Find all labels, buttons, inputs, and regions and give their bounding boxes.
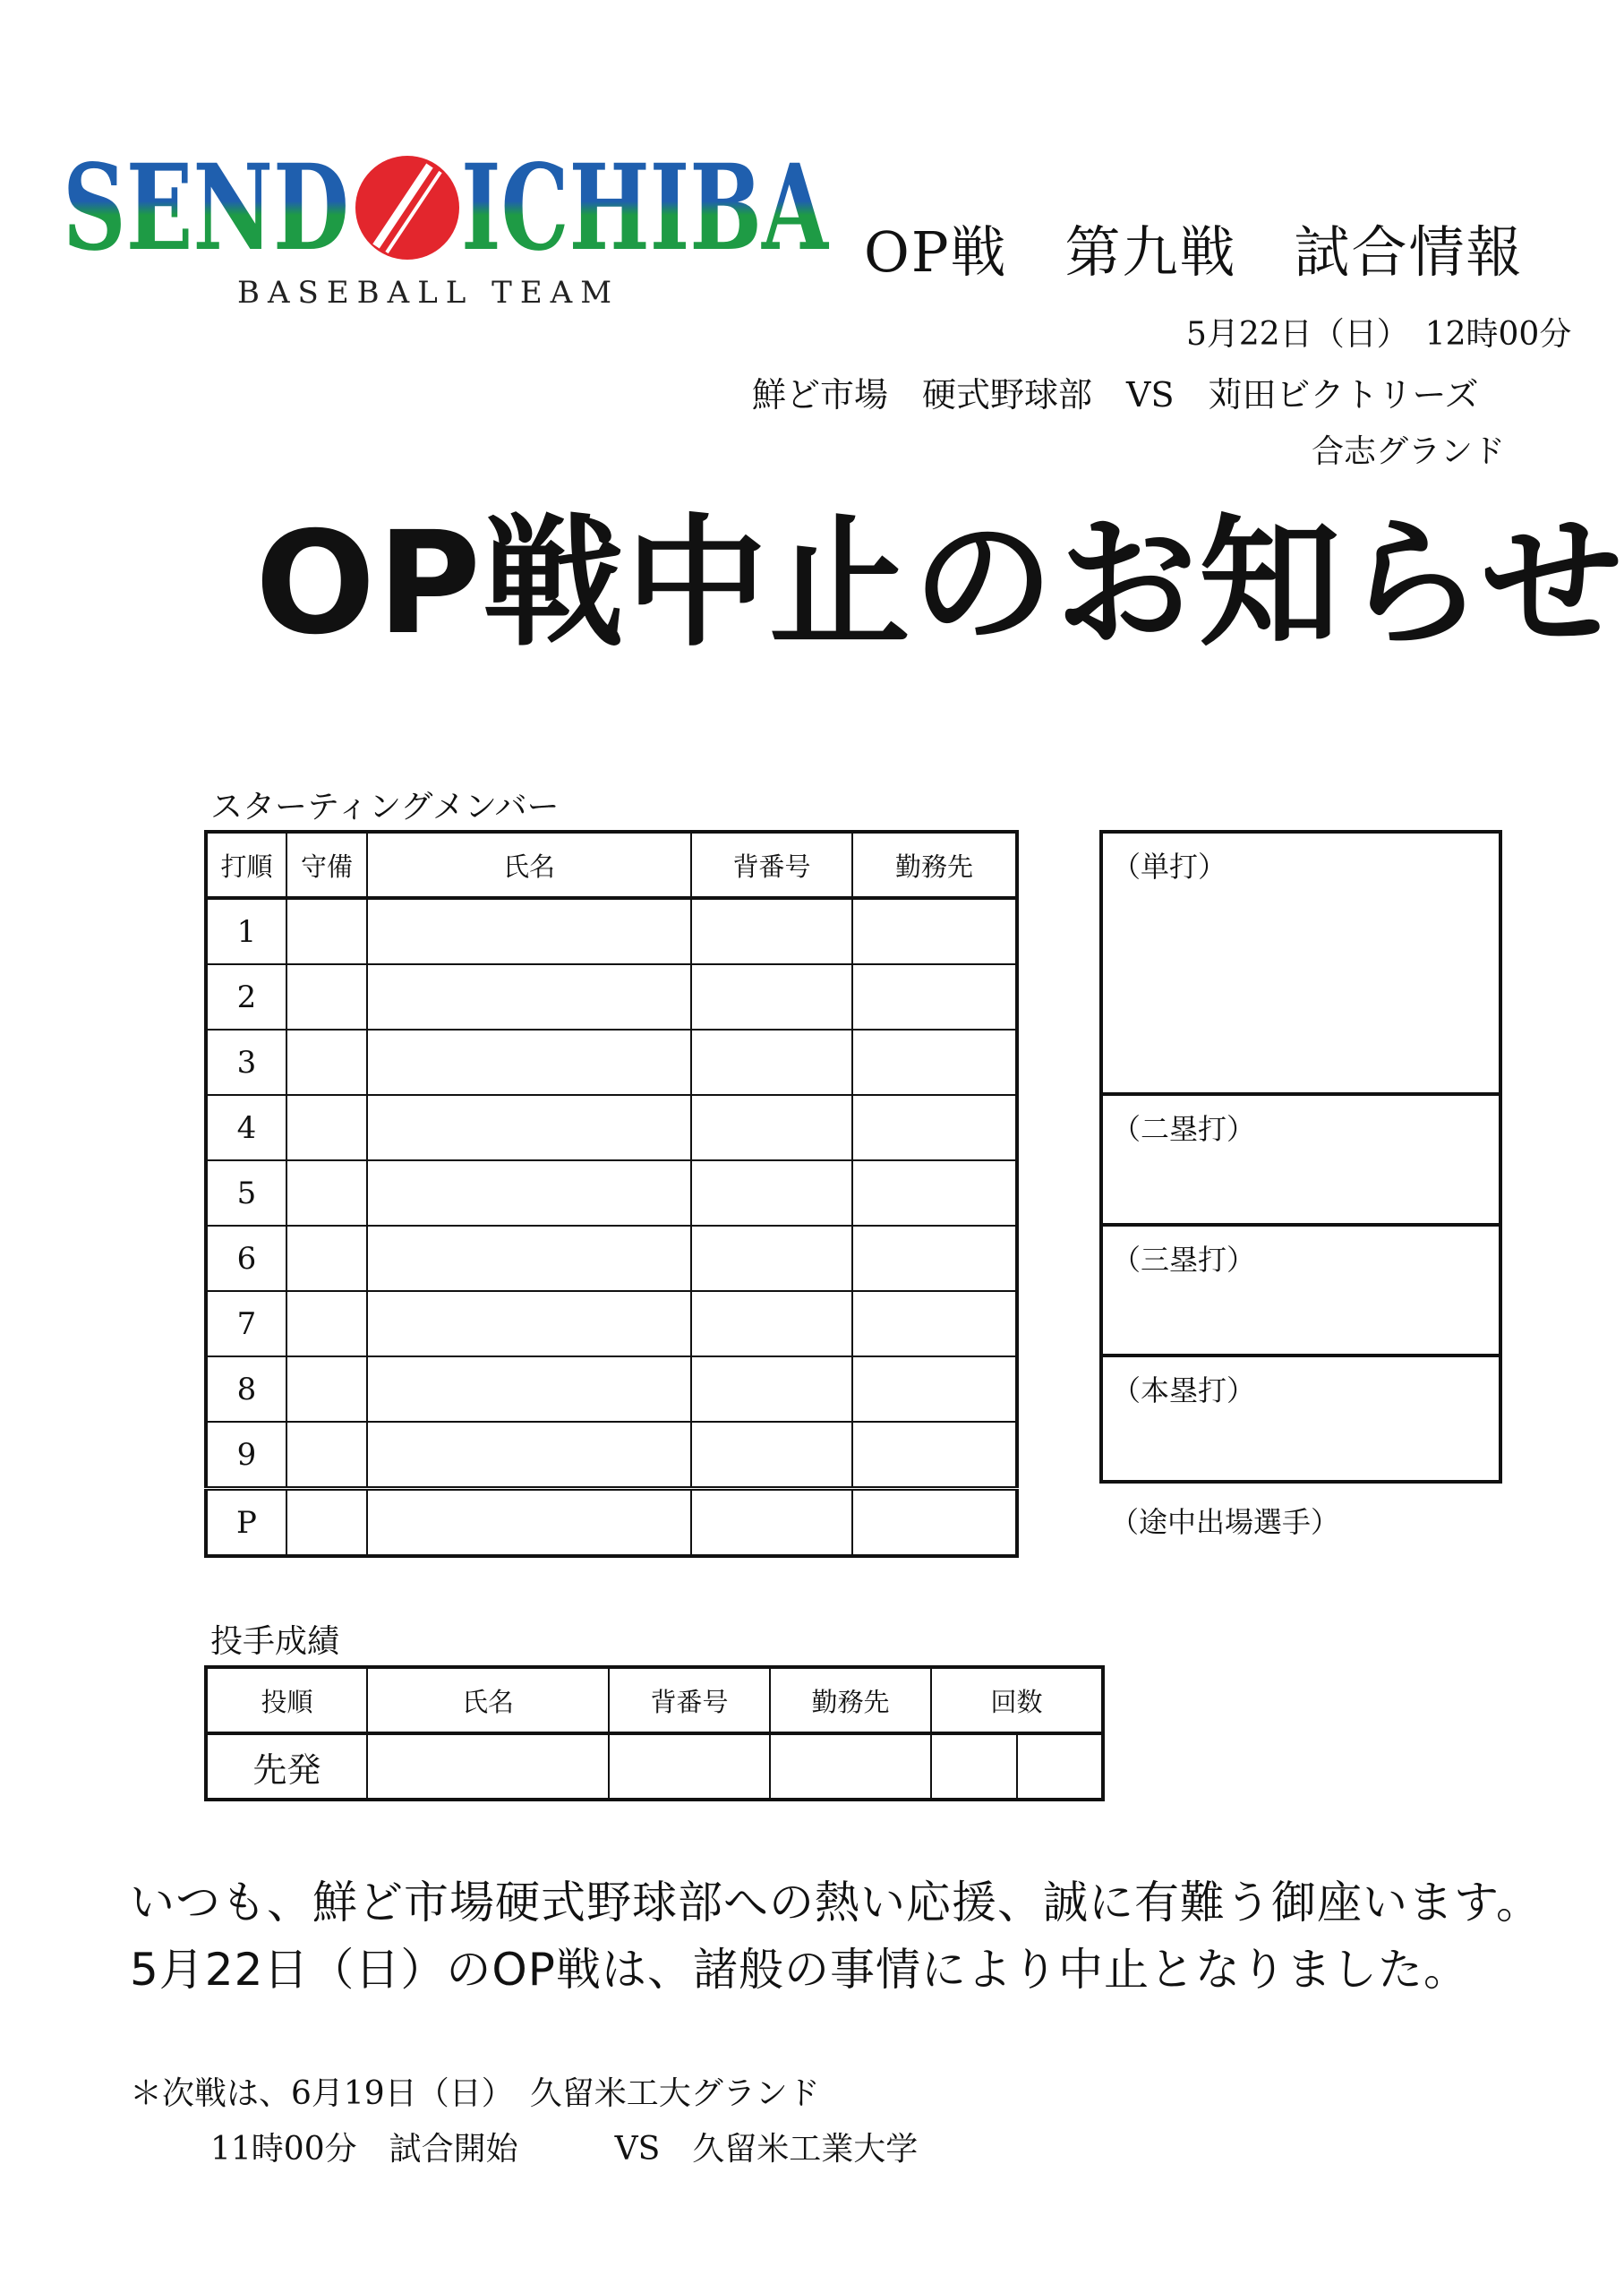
workplace-cell xyxy=(852,1356,1017,1422)
number-cell xyxy=(691,898,852,964)
pitching-record-table xyxy=(204,1665,1105,1801)
logo-name-part1: SEND xyxy=(63,139,349,278)
name-cell xyxy=(367,1356,691,1422)
name-cell xyxy=(367,1291,691,1356)
position-cell xyxy=(286,1291,367,1356)
logo-subtitle: BASEBALL TEAM xyxy=(237,275,620,311)
next-game-info: ＊次戦は、6月19日（日） 久留米工大グランド xyxy=(130,2075,820,2112)
table-row xyxy=(206,1733,1103,1800)
name-cell xyxy=(367,1422,691,1489)
header-uniform-number: 背番号 xyxy=(609,1667,770,1733)
workplace-cell xyxy=(852,898,1017,964)
starting-members-label: スターティングメンバー xyxy=(210,789,560,825)
table-row xyxy=(206,1422,1017,1489)
table-row xyxy=(206,1356,1017,1422)
number-cell xyxy=(691,1160,852,1226)
name-cell xyxy=(367,1733,609,1800)
number-cell xyxy=(691,1422,852,1489)
number-cell xyxy=(691,1291,852,1356)
position-cell xyxy=(286,1356,367,1422)
workplace-cell xyxy=(852,964,1017,1030)
triples-label: （三塁打） xyxy=(1112,1243,1256,1277)
matchup: 鮮ど市場 硬式野球部 VS 苅田ビクトリーズ xyxy=(752,375,1479,415)
logo-name-part2: ICHIBA xyxy=(461,139,830,278)
header-position: 守備 xyxy=(286,832,367,898)
doubles-label: （二塁打） xyxy=(1112,1112,1256,1146)
workplace-cell xyxy=(770,1733,931,1800)
workplace-cell xyxy=(852,1160,1017,1226)
hits-record-box xyxy=(1099,830,1502,1484)
name-cell xyxy=(367,1030,691,1095)
table-row xyxy=(206,1160,1017,1226)
name-cell xyxy=(367,1226,691,1291)
number-cell xyxy=(691,964,852,1030)
table-header-row xyxy=(206,1667,1103,1733)
thanks-message: いつも、鮮ど市場硬式野球部への熱い応援、誠に有難う御座います。 xyxy=(130,1877,1542,1929)
header-workplace: 勤務先 xyxy=(770,1667,931,1733)
header-uniform-number: 背番号 xyxy=(691,832,852,898)
name-cell xyxy=(367,1160,691,1226)
name-cell xyxy=(367,964,691,1030)
number-cell xyxy=(691,1489,852,1557)
name-cell xyxy=(367,1489,691,1557)
batting-order-cell: 9 xyxy=(206,1422,286,1489)
innings-cell xyxy=(931,1733,1017,1800)
table-row xyxy=(206,1226,1017,1291)
name-cell xyxy=(367,1095,691,1160)
workplace-cell xyxy=(852,1226,1017,1291)
home-runs-label: （本塁打） xyxy=(1112,1373,1256,1407)
team-logo xyxy=(63,139,833,322)
number-cell xyxy=(609,1733,770,1800)
position-cell xyxy=(286,898,367,964)
header-pitching-order: 投順 xyxy=(206,1667,367,1733)
starting-lineup-table xyxy=(204,830,1019,1558)
position-cell xyxy=(286,1095,367,1160)
document-title: OP戦 第九戦 試合情報 xyxy=(864,219,1524,285)
batting-order-cell: 5 xyxy=(206,1160,286,1226)
header-innings: 回数 xyxy=(931,1667,1103,1733)
cancellation-message: 5月22日（日）のOP戦は、諸般の事情により中止となりました。 xyxy=(130,1944,1469,1996)
batting-order-cell: 7 xyxy=(206,1291,286,1356)
table-row xyxy=(206,1030,1017,1095)
batting-order-cell: 8 xyxy=(206,1356,286,1422)
innings-fraction-cell xyxy=(1017,1733,1103,1800)
table-row xyxy=(206,1489,1017,1557)
batting-order-cell: 4 xyxy=(206,1095,286,1160)
position-cell xyxy=(286,1160,367,1226)
workplace-cell xyxy=(852,1422,1017,1489)
pitching-record-label: 投手成績 xyxy=(210,1623,340,1660)
batting-order-cell: 3 xyxy=(206,1030,286,1095)
table-row xyxy=(206,898,1017,964)
position-cell xyxy=(286,1422,367,1489)
workplace-cell xyxy=(852,1095,1017,1160)
table-row xyxy=(206,964,1017,1030)
game-date-time: 5月22日（日） 12時00分 xyxy=(1186,316,1572,353)
cancellation-headline: OP戦中止のお知らせ xyxy=(255,501,1624,666)
position-cell xyxy=(286,1226,367,1291)
substitutes-label: （途中出場選手） xyxy=(1110,1505,1340,1539)
venue: 合志グランド xyxy=(1312,433,1506,470)
workplace-cell xyxy=(852,1489,1017,1557)
starter-cell: 先発 xyxy=(206,1733,367,1800)
workplace-cell xyxy=(852,1291,1017,1356)
triples-section xyxy=(1103,1227,1499,1357)
batting-order-cell: 1 xyxy=(206,898,286,964)
batting-order-cell: 6 xyxy=(206,1226,286,1291)
home-runs-section xyxy=(1103,1357,1499,1480)
workplace-cell xyxy=(852,1030,1017,1095)
position-cell xyxy=(286,1489,367,1557)
next-game-time: 11時00分 試合開始 VS 久留米工業大学 xyxy=(210,2131,919,2168)
number-cell xyxy=(691,1030,852,1095)
header-workplace: 勤務先 xyxy=(852,832,1017,898)
table-row xyxy=(206,1291,1017,1356)
header-name: 氏名 xyxy=(367,832,691,898)
batting-order-cell: P xyxy=(206,1489,286,1557)
baseball-icon xyxy=(355,156,459,260)
name-cell xyxy=(367,898,691,964)
doubles-section xyxy=(1103,1096,1499,1227)
number-cell xyxy=(691,1226,852,1291)
table-header-row xyxy=(206,832,1017,898)
position-cell xyxy=(286,964,367,1030)
header-name: 氏名 xyxy=(367,1667,609,1733)
number-cell xyxy=(691,1095,852,1160)
number-cell xyxy=(691,1356,852,1422)
singles-label: （単打） xyxy=(1112,850,1227,884)
singles-section xyxy=(1103,834,1499,1096)
batting-order-cell: 2 xyxy=(206,964,286,1030)
header-batting-order: 打順 xyxy=(206,832,286,898)
table-row xyxy=(206,1095,1017,1160)
position-cell xyxy=(286,1030,367,1095)
